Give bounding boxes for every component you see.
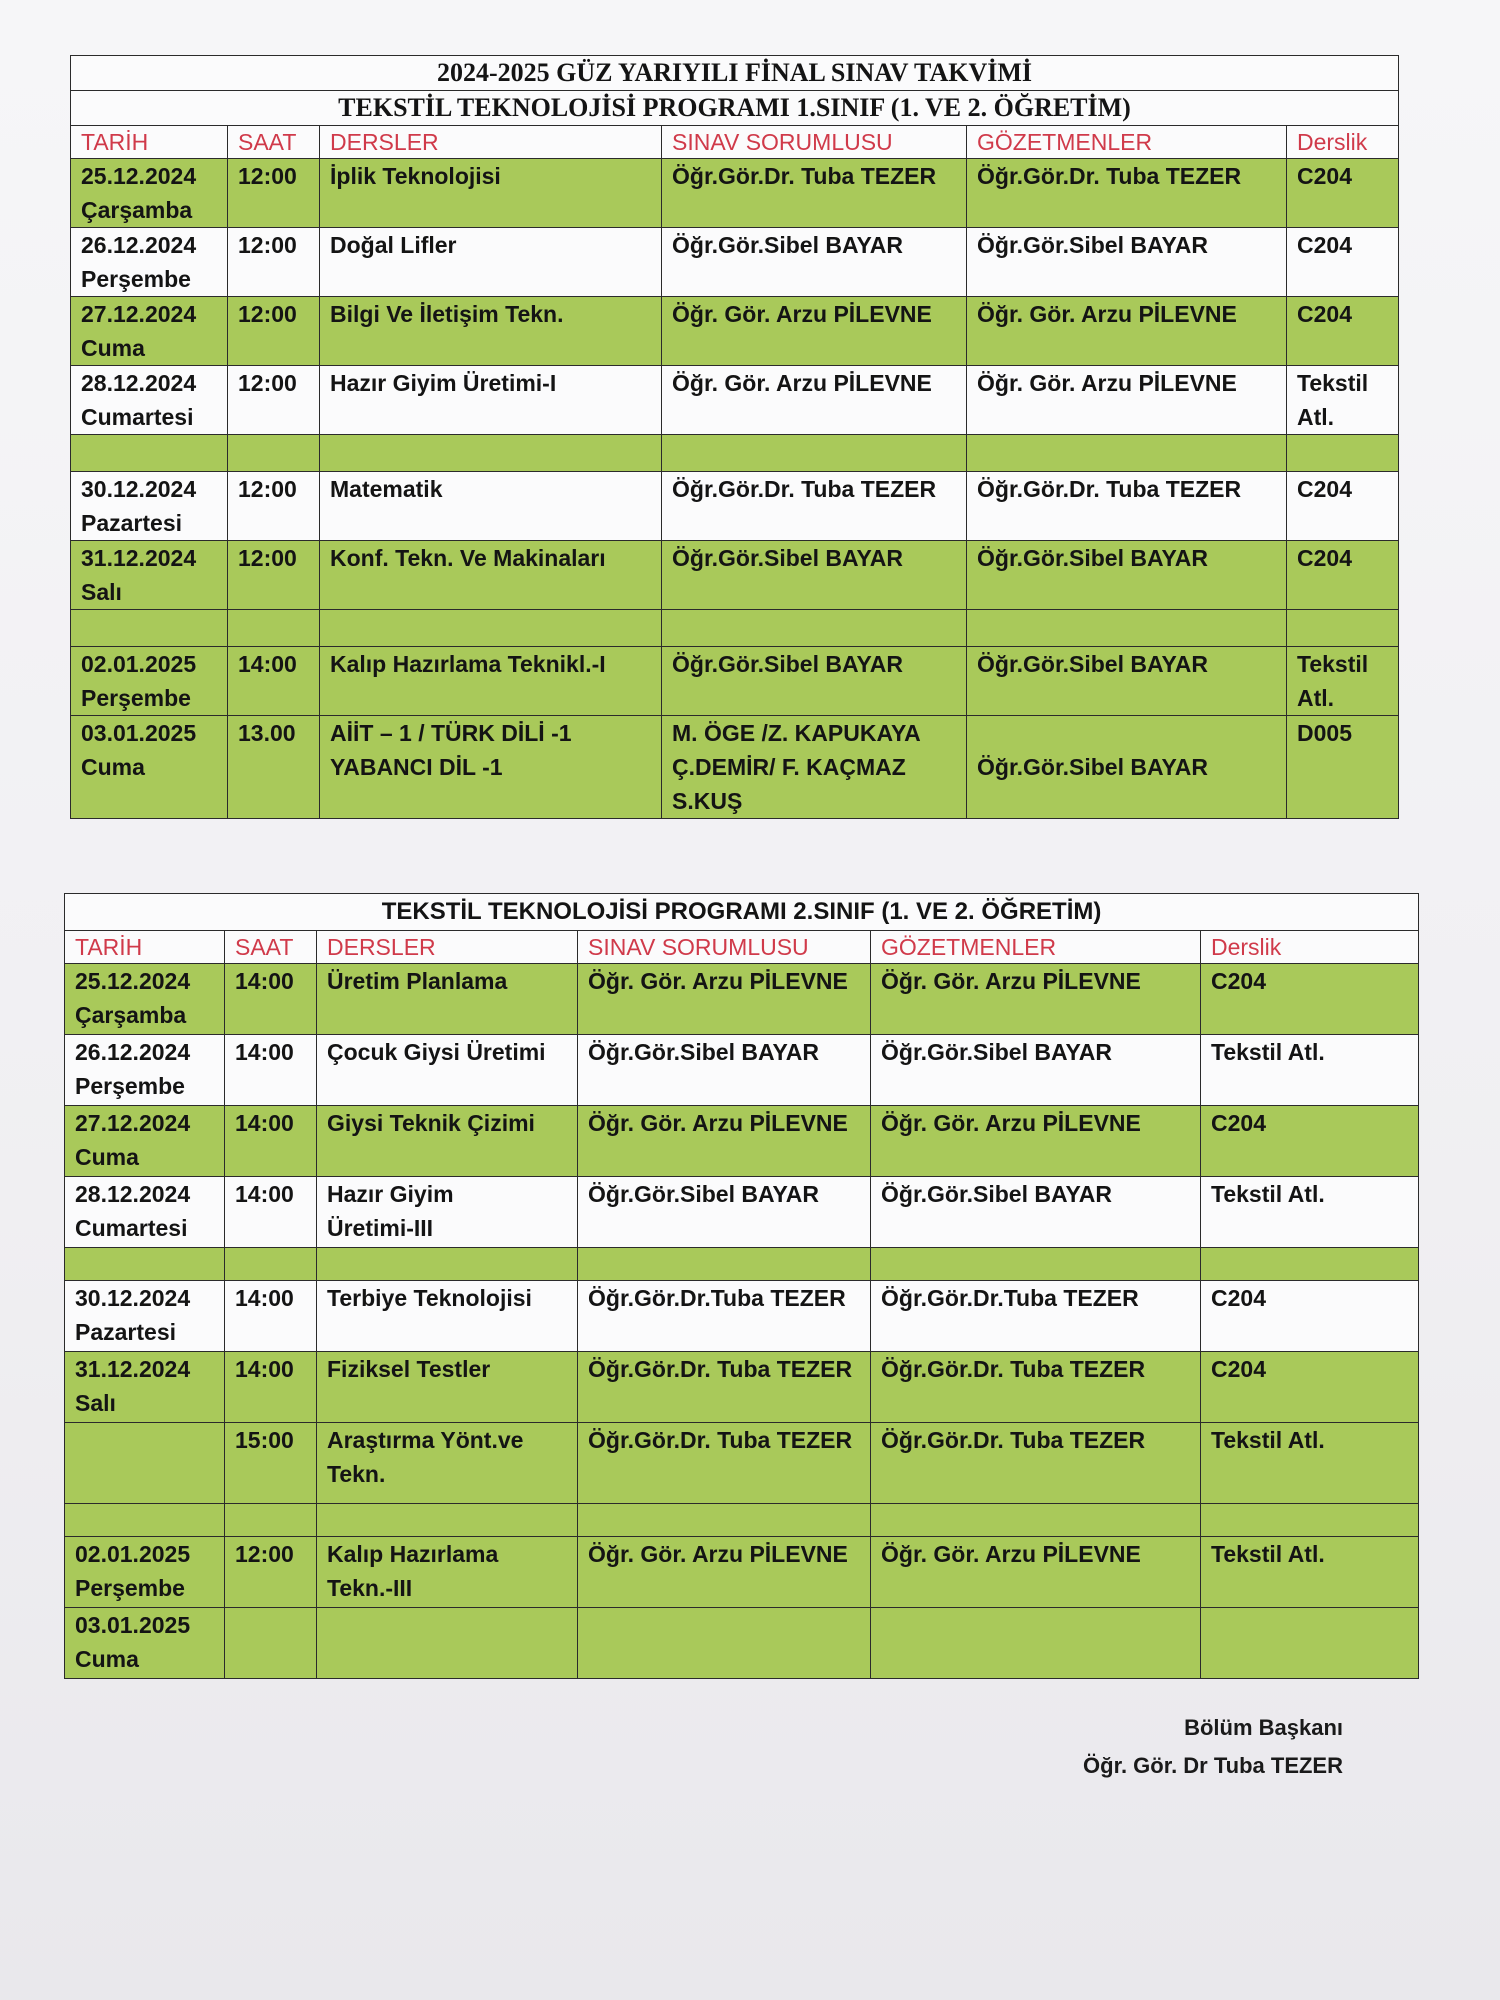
proctor-cell: Öğr. Gör. Arzu PİLEVNE (967, 366, 1287, 435)
date-text: 27.12.2024 (81, 301, 197, 327)
time-cell: 14:00 (228, 647, 320, 716)
course-cell: Kalıp Hazırlama Teknikl.-I (320, 647, 662, 716)
day-text: Cuma (75, 1144, 139, 1170)
table-title: TEKSTİL TEKNOLOJİSİ PROGRAMI 2.SINIF (1. VE 2. ÖĞRETİM) (65, 894, 1419, 931)
course-cell: Fiziksel Testler (317, 1352, 578, 1423)
proctor-cell: Öğr.Gör.Dr. Tuba TEZER (967, 159, 1287, 228)
course-cell (317, 1504, 578, 1537)
day-text: Perşembe (75, 1073, 185, 1099)
schedule-table-1st-year (70, 55, 1399, 819)
day-text: Cuma (81, 754, 145, 780)
responsible-cell: Öğr.Gör.Dr. Tuba TEZER (662, 159, 967, 228)
day-text: Çarşamba (81, 197, 193, 223)
time-cell: 12:00 (228, 366, 320, 435)
proctor-cell: Öğr.Gör.Sibel BAYAR (967, 716, 1287, 819)
table-row (65, 964, 1419, 1035)
table-row (71, 472, 1399, 541)
responsible-cell: Öğr.Gör.Dr. Tuba TEZER (578, 1352, 871, 1423)
course-cell: Araştırma Yönt.ve Tekn. (317, 1423, 578, 1504)
time-cell: 14:00 (225, 1281, 317, 1352)
spacer-row (65, 1248, 1419, 1281)
room-cell: C204 (1287, 228, 1399, 297)
signature-name: Öğr. Gör. Dr Tuba TEZER (1083, 1753, 1343, 1778)
time-cell (228, 610, 320, 647)
date-text: 25.12.2024 (81, 163, 197, 189)
date-text: 31.12.2024 (81, 545, 197, 571)
date-text: 27.12.2024 (75, 1110, 191, 1136)
time-cell: 14:00 (225, 1106, 317, 1177)
proctor-cell (871, 1608, 1201, 1679)
date-cell (65, 1423, 225, 1504)
proctor-cell (967, 610, 1287, 647)
room-cell: C204 (1201, 1106, 1419, 1177)
time-cell: 12:00 (228, 159, 320, 228)
time-cell: 12:00 (225, 1537, 317, 1608)
date-text: 02.01.2025 (81, 651, 197, 677)
date-cell (65, 1248, 225, 1281)
proctor-cell: Öğr.Gör.Sibel BAYAR (967, 228, 1287, 297)
course-cell: AİİT – 1 / TÜRK DİLİ -1 YABANCI DİL -1 (320, 716, 662, 819)
table-row (65, 1423, 1419, 1504)
table-row (71, 716, 1399, 819)
proctor-cell: Öğr. Gör. Arzu PİLEVNE (871, 1537, 1201, 1608)
proctor-cell: Öğr.Gör.Dr. Tuba TEZER (967, 472, 1287, 541)
proctor-cell (967, 435, 1287, 472)
table-row (65, 1608, 1419, 1679)
course-cell: Doğal Lifler (320, 228, 662, 297)
column-header: TARİH (65, 931, 225, 964)
date-text: 31.12.2024 (75, 1356, 191, 1382)
date-cell (65, 1035, 225, 1106)
date-cell (65, 1352, 225, 1423)
column-header: Derslik (1287, 126, 1399, 159)
responsible-cell: Öğr.Gör.Sibel BAYAR (662, 647, 967, 716)
course-cell (320, 610, 662, 647)
room-cell (1201, 1608, 1419, 1679)
course-cell: Matematik (320, 472, 662, 541)
day-text: Cumartesi (75, 1215, 188, 1241)
date-cell (65, 964, 225, 1035)
course-cell: İplik Teknolojisi (320, 159, 662, 228)
room-cell: Tekstil Atl. (1287, 366, 1399, 435)
date-cell (71, 610, 228, 647)
room-cell (1287, 610, 1399, 647)
date-text: 28.12.2024 (75, 1181, 191, 1207)
room-cell: Tekstil Atl. (1201, 1177, 1419, 1248)
room-cell: C204 (1287, 159, 1399, 228)
responsible-cell: Öğr.Gör.Sibel BAYAR (578, 1177, 871, 1248)
course-cell: Kalıp Hazırlama Tekn.-III (317, 1537, 578, 1608)
responsible-cell: Öğr.Gör.Sibel BAYAR (578, 1035, 871, 1106)
column-header: TARİH (71, 126, 228, 159)
spacer-row (71, 610, 1399, 647)
day-text: Salı (81, 579, 122, 605)
room-cell (1201, 1504, 1419, 1537)
table-row (71, 297, 1399, 366)
table-row (65, 1537, 1419, 1608)
course-cell: Giysi Teknik Çizimi (317, 1106, 578, 1177)
date-cell (71, 716, 228, 819)
proctor-cell: Öğr.Gör.Dr. Tuba TEZER (871, 1423, 1201, 1504)
proctor-cell: Öğr. Gör. Arzu PİLEVNE (871, 964, 1201, 1035)
responsible-cell (578, 1504, 871, 1537)
proctor-cell: Öğr.Gör.Sibel BAYAR (871, 1035, 1201, 1106)
room-cell: C204 (1201, 1352, 1419, 1423)
responsible-cell: M. ÖGE /Z. KAPUKAYA Ç.DEMİR/ F. KAÇMAZ S.KUŞ (662, 716, 967, 819)
course-cell (317, 1608, 578, 1679)
responsible-cell: Öğr. Gör. Arzu PİLEVNE (662, 297, 967, 366)
time-cell (225, 1248, 317, 1281)
date-cell (71, 159, 228, 228)
room-cell: Tekstil Atl. (1201, 1035, 1419, 1106)
date-text: 26.12.2024 (81, 232, 197, 258)
day-text: Salı (75, 1390, 116, 1416)
time-cell: 12:00 (228, 297, 320, 366)
course-cell: Üretim Planlama (317, 964, 578, 1035)
responsible-cell: Öğr. Gör. Arzu PİLEVNE (662, 366, 967, 435)
date-cell (71, 228, 228, 297)
time-cell: 15:00 (225, 1423, 317, 1504)
schedule-table-2nd-year (64, 893, 1419, 1679)
room-cell: C204 (1201, 964, 1419, 1035)
room-cell: Tekstil Atl. (1201, 1423, 1419, 1504)
column-header: GÖZETMENLER (871, 931, 1201, 964)
time-cell: 12:00 (228, 541, 320, 610)
date-text: 28.12.2024 (81, 370, 197, 396)
spacer-row (71, 435, 1399, 472)
day-text: Cuma (75, 1646, 139, 1672)
time-cell (228, 435, 320, 472)
date-text: 30.12.2024 (81, 476, 197, 502)
date-cell (71, 297, 228, 366)
responsible-cell: Öğr.Gör.Dr. Tuba TEZER (662, 472, 967, 541)
column-header: Derslik (1201, 931, 1419, 964)
date-cell (65, 1537, 225, 1608)
course-cell: Bilgi Ve İletişim Tekn. (320, 297, 662, 366)
proctor-cell: Öğr. Gör. Arzu PİLEVNE (871, 1106, 1201, 1177)
signature-role: Bölüm Başkanı (1184, 1715, 1343, 1740)
date-text: 26.12.2024 (75, 1039, 191, 1065)
column-header: SAAT (228, 126, 320, 159)
room-cell (1201, 1248, 1419, 1281)
date-cell (65, 1504, 225, 1537)
room-cell (1287, 435, 1399, 472)
date-cell (65, 1608, 225, 1679)
room-cell: Tekstil Atl. (1201, 1537, 1419, 1608)
table-row (71, 366, 1399, 435)
proctor-cell (871, 1504, 1201, 1537)
column-header: SINAV SORUMLUSU (662, 126, 967, 159)
table-row (71, 541, 1399, 610)
table-header-row (71, 126, 1399, 159)
course-cell: Hazır Giyim Üretimi-III (317, 1177, 578, 1248)
date-cell (71, 366, 228, 435)
date-cell (65, 1177, 225, 1248)
date-text: 30.12.2024 (75, 1285, 191, 1311)
responsible-cell: Öğr. Gör. Arzu PİLEVNE (578, 1106, 871, 1177)
proctor-cell: Öğr.Gör.Sibel BAYAR (967, 541, 1287, 610)
date-cell (71, 541, 228, 610)
responsible-cell: Öğr.Gör.Sibel BAYAR (662, 228, 967, 297)
column-header: DERSLER (317, 931, 578, 964)
proctor-cell: Öğr.Gör.Dr. Tuba TEZER (871, 1352, 1201, 1423)
day-text: Pazartesi (75, 1319, 177, 1345)
time-cell: 12:00 (228, 472, 320, 541)
date-text: 03.01.2025 (81, 720, 197, 746)
responsible-cell: Öğr.Gör.Dr.Tuba TEZER (578, 1281, 871, 1352)
room-cell: C204 (1201, 1281, 1419, 1352)
course-cell: Hazır Giyim Üretimi-I (320, 366, 662, 435)
table-row (65, 1352, 1419, 1423)
table-row (71, 159, 1399, 228)
responsible-cell (662, 610, 967, 647)
responsible-cell (578, 1608, 871, 1679)
proctor-cell: Öğr.Gör.Sibel BAYAR (871, 1177, 1201, 1248)
date-cell (71, 435, 228, 472)
responsible-cell (662, 435, 967, 472)
room-cell: C204 (1287, 541, 1399, 610)
responsible-cell: Öğr.Gör.Dr. Tuba TEZER (578, 1423, 871, 1504)
time-cell: 13.00 (228, 716, 320, 819)
table-row (71, 647, 1399, 716)
table-title: 2024-2025 GÜZ YARIYILI FİNAL SINAV TAKVİMİ (71, 56, 1399, 91)
table-header-row (65, 931, 1419, 964)
date-text: 03.01.2025 (75, 1612, 191, 1638)
time-cell: 12:00 (228, 228, 320, 297)
course-cell: Çocuk Giysi Üretimi (317, 1035, 578, 1106)
course-cell: Konf. Tekn. Ve Makinaları (320, 541, 662, 610)
day-text: Perşembe (75, 1575, 185, 1601)
column-header: SAAT (225, 931, 317, 964)
table-row (71, 228, 1399, 297)
column-header: GÖZETMENLER (967, 126, 1287, 159)
room-cell: C204 (1287, 472, 1399, 541)
proctor-cell: Öğr.Gör.Dr.Tuba TEZER (871, 1281, 1201, 1352)
table-row (65, 1177, 1419, 1248)
proctor-cell: Öğr. Gör. Arzu PİLEVNE (967, 297, 1287, 366)
responsible-cell: Öğr.Gör.Sibel BAYAR (662, 541, 967, 610)
time-cell: 14:00 (225, 1035, 317, 1106)
table-row (65, 1106, 1419, 1177)
responsible-cell (578, 1248, 871, 1281)
table-row (65, 1035, 1419, 1106)
time-cell: 14:00 (225, 964, 317, 1035)
day-text: Cumartesi (81, 404, 194, 430)
day-text: Perşembe (81, 266, 191, 292)
proctor-cell (871, 1248, 1201, 1281)
date-text: 25.12.2024 (75, 968, 191, 994)
date-text: 02.01.2025 (75, 1541, 191, 1567)
room-cell: C204 (1287, 297, 1399, 366)
date-cell (65, 1281, 225, 1352)
time-cell (225, 1504, 317, 1537)
course-cell (320, 435, 662, 472)
time-cell: 14:00 (225, 1177, 317, 1248)
course-cell: Terbiye Teknolojisi (317, 1281, 578, 1352)
column-header: DERSLER (320, 126, 662, 159)
day-text: Perşembe (81, 685, 191, 711)
room-cell: Tekstil Atl. (1287, 647, 1399, 716)
proctor-cell: Öğr.Gör.Sibel BAYAR (967, 647, 1287, 716)
column-header: SINAV SORUMLUSU (578, 931, 871, 964)
day-text: Çarşamba (75, 1002, 187, 1028)
spacer-row (65, 1504, 1419, 1537)
responsible-cell: Öğr. Gör. Arzu PİLEVNE (578, 1537, 871, 1608)
day-text: Pazartesi (81, 510, 183, 536)
time-cell: 14:00 (225, 1352, 317, 1423)
course-cell (317, 1248, 578, 1281)
date-cell (71, 472, 228, 541)
date-cell (71, 647, 228, 716)
table-row (65, 1281, 1419, 1352)
day-text: Cuma (81, 335, 145, 361)
time-cell (225, 1608, 317, 1679)
table-subtitle: TEKSTİL TEKNOLOJİSİ PROGRAMI 1.SINIF (1. VE 2. ÖĞRETİM) (71, 91, 1399, 126)
room-cell: D005 (1287, 716, 1399, 819)
responsible-cell: Öğr. Gör. Arzu PİLEVNE (578, 964, 871, 1035)
date-cell (65, 1106, 225, 1177)
